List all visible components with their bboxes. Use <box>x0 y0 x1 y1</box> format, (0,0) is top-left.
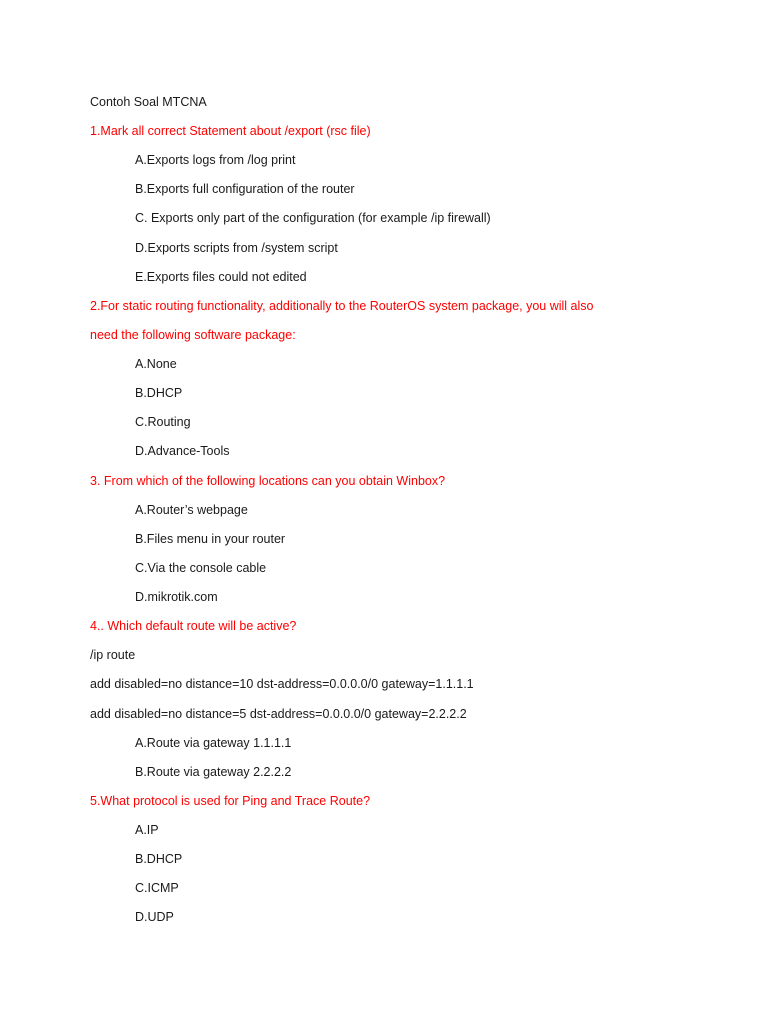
question-4-code-line-2: add disabled=no distance=10 dst-address=0.0.0.0/0 gateway=1.1.1.1 <box>90 677 474 691</box>
question-4-code-line-3: add disabled=no distance=5 dst-address=0.0.0.0/0 gateway=2.2.2.2 <box>90 707 467 721</box>
question-4-option-b: B.Route via gateway 2.2.2.2 <box>135 765 292 779</box>
question-5-option-a: A.IP <box>135 823 159 837</box>
question-1-option-e: E.Exports files could not edited <box>135 270 307 284</box>
question-2-option-b: B.DHCP <box>135 386 183 400</box>
question-4: 4.. Which default route will be active? <box>90 619 297 633</box>
question-5-option-b: B.DHCP <box>135 852 183 866</box>
question-5-option-c: C.ICMP <box>135 881 179 895</box>
question-4-code-line-1: /ip route <box>90 648 136 662</box>
question-1-option-d: D.Exports scripts from /system script <box>135 241 338 255</box>
question-5-option-d: D.UDP <box>135 910 174 924</box>
question-2-option-a: A.None <box>135 357 177 371</box>
question-4-option-a: A.Route via gateway 1.1.1.1 <box>135 736 292 750</box>
question-2-line-2: need the following software package: <box>90 328 296 342</box>
document-title: Contoh Soal MTCNA <box>90 95 207 109</box>
question-3: 3. From which of the following locations can you obtain Winbox? <box>90 474 446 488</box>
question-1-option-c: C. Exports only part of the configuration (for example /ip firewall) <box>135 211 491 225</box>
question-3-option-a: A.Router’s webpage <box>135 503 248 517</box>
question-3-option-b: B.Files menu in your router <box>135 532 286 546</box>
question-1: 1.Mark all correct Statement about /export (rsc file) <box>90 124 371 138</box>
question-2-option-d: D.Advance-Tools <box>135 444 230 458</box>
question-1-option-a: A.Exports logs from /log print <box>135 153 296 167</box>
question-1-option-b: B.Exports full configuration of the router <box>135 182 355 196</box>
question-2-line-1: 2.For static routing functionality, additionally to the RouterOS system package, you will also <box>90 299 594 313</box>
question-3-option-c: C.Via the console cable <box>135 561 267 575</box>
question-3-option-d: D.mikrotik.com <box>135 590 218 604</box>
question-2-option-c: C.Routing <box>135 415 191 429</box>
question-5: 5.What protocol is used for Ping and Trace Route? <box>90 794 371 808</box>
